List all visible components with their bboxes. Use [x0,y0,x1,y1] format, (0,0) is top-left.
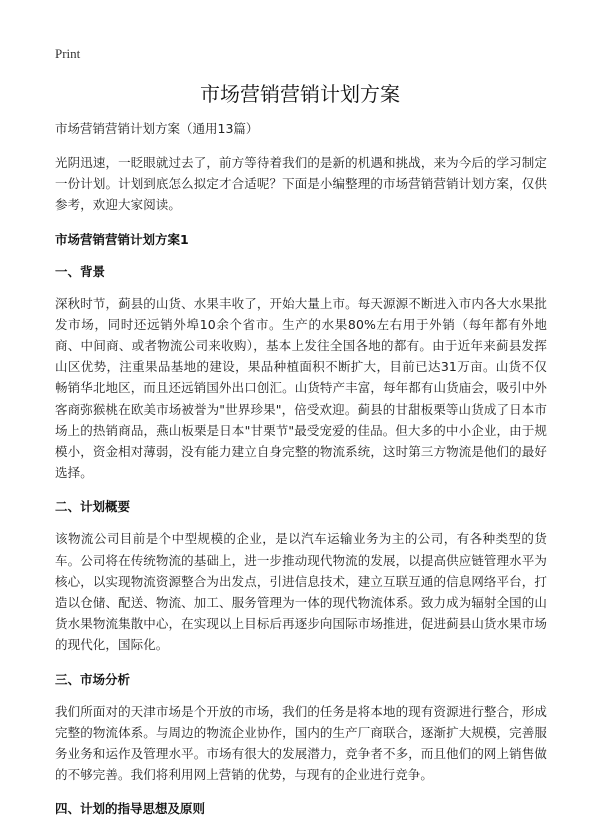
section-plan-summary [55,498,547,655]
print-link[interactable]: Print [55,46,81,61]
section-heading: 四、计划的指导思想及原则 [55,801,206,817]
section-heading: 一、背景 [55,263,106,279]
section-body: 该物流公司目前是个中型规模的企业，是以汽车运输业务为主的公司，有各种类型的货车。公司将在传统物流的基础上，进一步推动现代物流的发展，以提高供应链管理水平为核心，以实现物流资源整合为出发点，引进信息技术，建立互联互通的信息网络平台，打造以仓储、配送、物流、加工、服务管理为一体的现代物流体系。致力成为辐射全国的山货水果物流集散中心，在实现以上目标后再逐步向国际市场推进，促进蓟县山货水果市场的现代化，国际化。 [55,531,547,653]
page-title: 市场营销营销计划方案 [200,82,400,106]
section-market-analysis [55,671,547,786]
intro-paragraph: 光阴迅速，一眨眼就过去了，前方等待着我们的是新的机遇和挑战，来为今后的学习制定一份计划。计划到底怎么拟定才合适呢？下面是小编整理的市场营销营销计划方案，仅供参考，欢迎大家阅读。 [55,155,547,213]
section-background [55,263,547,484]
section-guiding-principles [55,800,547,818]
document-subtitle: 市场营销营销计划方案（通用13篇） [55,121,259,136]
document-content [55,120,547,830]
plan-heading: 市场营销营销计划方案1 [55,231,189,247]
section-heading: 三、市场分析 [55,671,131,687]
section-body: 深秋时节，蓟县的山货、水果丰收了，开始大量上市。每天源源不断进入市内各大水果批发市场，同时还远销外埠10余个省市。生产的水果80%左右用于外销（每年都有外地商、中间商、或者物流公司来收购），基本上发往全国各地的都有。由于近年来蓟县发挥山区优势，注重果品基地的建设，果品种植面积不断扩大，目前已达31万亩。山货不仅畅销华北地区，而且还远销国外出口创汇。山货特产丰富，每年都有山货庙会，吸引中外客商弥猴桃在欧美市场被誉为"世界珍果"，倍受欢迎。蓟县的甘甜板栗等山货成了日本市场上的热销商品，燕山板栗是日本"甘栗节"最受宠爱的佳品。但大多的中小企业，由于规模小，资金相对薄弱，没有能力建立自身完整的物流系统，这时第三方物流是他们的最好选择。 [55,295,547,481]
section-body: 我们所面对的天津市场是个开放的市场，我们的任务是将本地的现有资源进行整合，形成完整的物流体系。与周边的物流企业协作，国内的生产厂商联合，逐渐扩大规模，完善服务业务和运作及管理水平。市场有很大的发展潜力，竞争者不多，而且他们的网上销售做的不够完善。我们将利用网上营销的优势，与现有的企业进行竞争。 [55,703,547,783]
section-heading: 二、计划概要 [55,499,131,515]
